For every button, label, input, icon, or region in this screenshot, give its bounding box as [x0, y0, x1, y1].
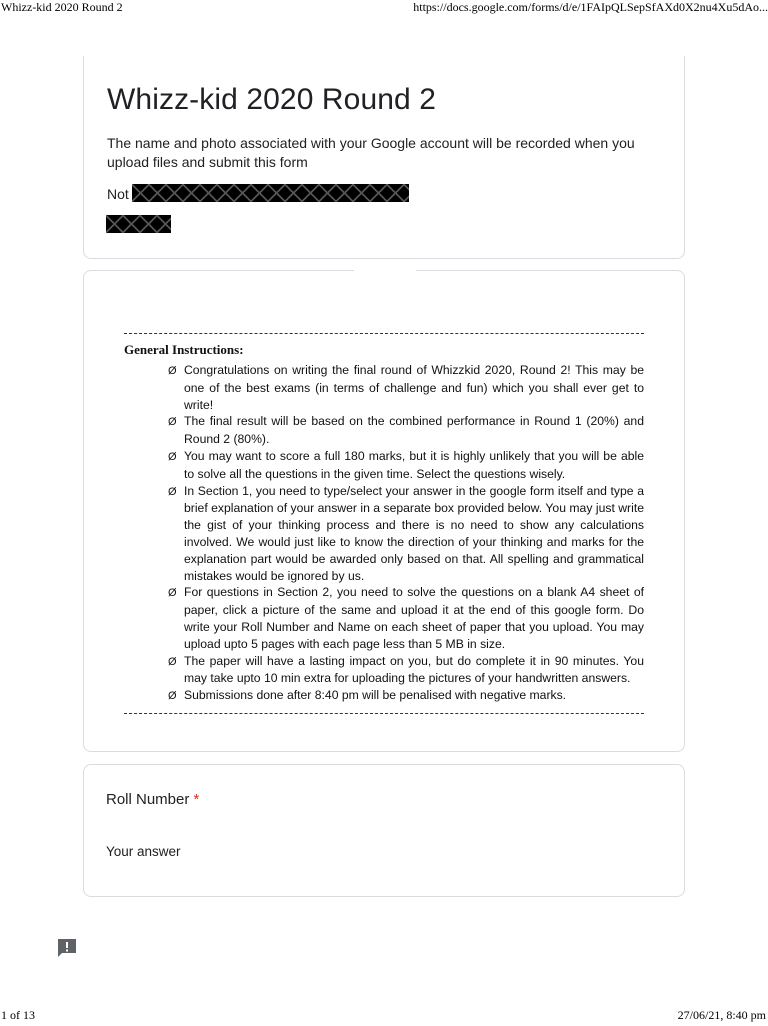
instruction-bullet: Ø — [168, 485, 177, 498]
instruction-bullet: Ø — [168, 655, 177, 668]
redacted-email — [132, 184, 409, 202]
instruction-item — [124, 687, 644, 705]
instruction-item — [124, 448, 644, 483]
instructions-card — [83, 270, 685, 752]
print-timestamp: 27/06/21, 8:40 pm — [677, 1008, 766, 1022]
instructions-image — [124, 333, 644, 714]
instruction-item — [124, 584, 644, 652]
instruction-text: Submissions done after 8:40 pm will be penalised with negative marks. — [184, 688, 567, 703]
instruction-text: Congratulations on writing the final round of Whizzkid 2020, Round 2! This may be one of the best exams (in terms of challenge and fun) which you shall ever get to write! — [184, 363, 644, 412]
instructions-list — [124, 362, 644, 705]
print-header-url: https://docs.google.com/forms/d/e/1FAIpQLSepSfAXd0X2nu4Xu5dAo... — [413, 0, 768, 14]
roll-number-input[interactable]: Your answer — [106, 844, 181, 859]
instruction-bullet: Ø — [168, 587, 177, 600]
instruction-text: In Section 1, you need to type/select your answer in the google form itself and type a brief explanation of your answer in a separate box provided below. You may just write the gist of your thinking process and there is no need to show any calculations involved. We would just like to know the direction of your thinking and marks for the explanation part would be awarded only based on that. All spelling and grammatical mistakes would be ignored by us. — [184, 483, 644, 583]
instruction-item — [124, 362, 644, 413]
instruction-bullet: Ø — [168, 450, 177, 463]
instruction-item — [124, 413, 644, 448]
instruction-text: You may want to score a full 180 marks, but it is highly unlikely that you will be able to solve all the questions in the given time. Select the questions wisely. — [184, 448, 644, 481]
card-notch — [354, 269, 416, 272]
instruction-item — [124, 483, 644, 585]
form-title: Whizz-kid 2020 Round 2 — [107, 83, 437, 116]
redacted-switch-account-link[interactable] — [106, 215, 171, 233]
print-header — [0, 0, 768, 18]
form-header-card — [83, 56, 685, 259]
instruction-text: The final result will be based on the combined performance in Round 1 (20%) and Round 2 (80%). — [184, 414, 644, 447]
instruction-bullet: Ø — [168, 416, 177, 429]
page-count: 1 of 13 — [1, 1008, 35, 1022]
instruction-bullet: Ø — [168, 690, 177, 703]
question-label — [106, 791, 199, 808]
instruction-item — [124, 653, 644, 688]
instruction-text: The paper will have a lasting impact on you, but do complete it in 90 minutes. You may take upto 10 min extra for uploading the pictures of your handwritten answers. — [184, 653, 644, 686]
required-asterisk: * — [193, 791, 200, 808]
question-card-roll-number — [83, 764, 685, 897]
print-header-title: Whizz-kid 2020 Round 2 — [1, 0, 123, 14]
divider-bottom — [124, 713, 644, 714]
form-description: The name and photo associated with your Google account will be recorded when you upload files and submit this form — [107, 135, 635, 170]
divider-top — [124, 333, 644, 334]
instruction-bullet: Ø — [168, 365, 177, 377]
not-account-label: Not — [107, 186, 129, 202]
feedback-icon[interactable] — [57, 938, 77, 958]
print-footer — [0, 1008, 768, 1026]
instructions-heading: General Instructions: — [124, 342, 244, 357]
instruction-text: For questions in Section 2, you need to solve the questions on a blank A4 sheet of paper, click a picture of the same and upload it at the end of this google form. Do write your Roll Number and Name on each sheet of paper that you upload. You may upload upto 5 pages with each page less than 5 MB in size. — [184, 585, 644, 651]
question-title: Roll Number — [106, 791, 190, 808]
